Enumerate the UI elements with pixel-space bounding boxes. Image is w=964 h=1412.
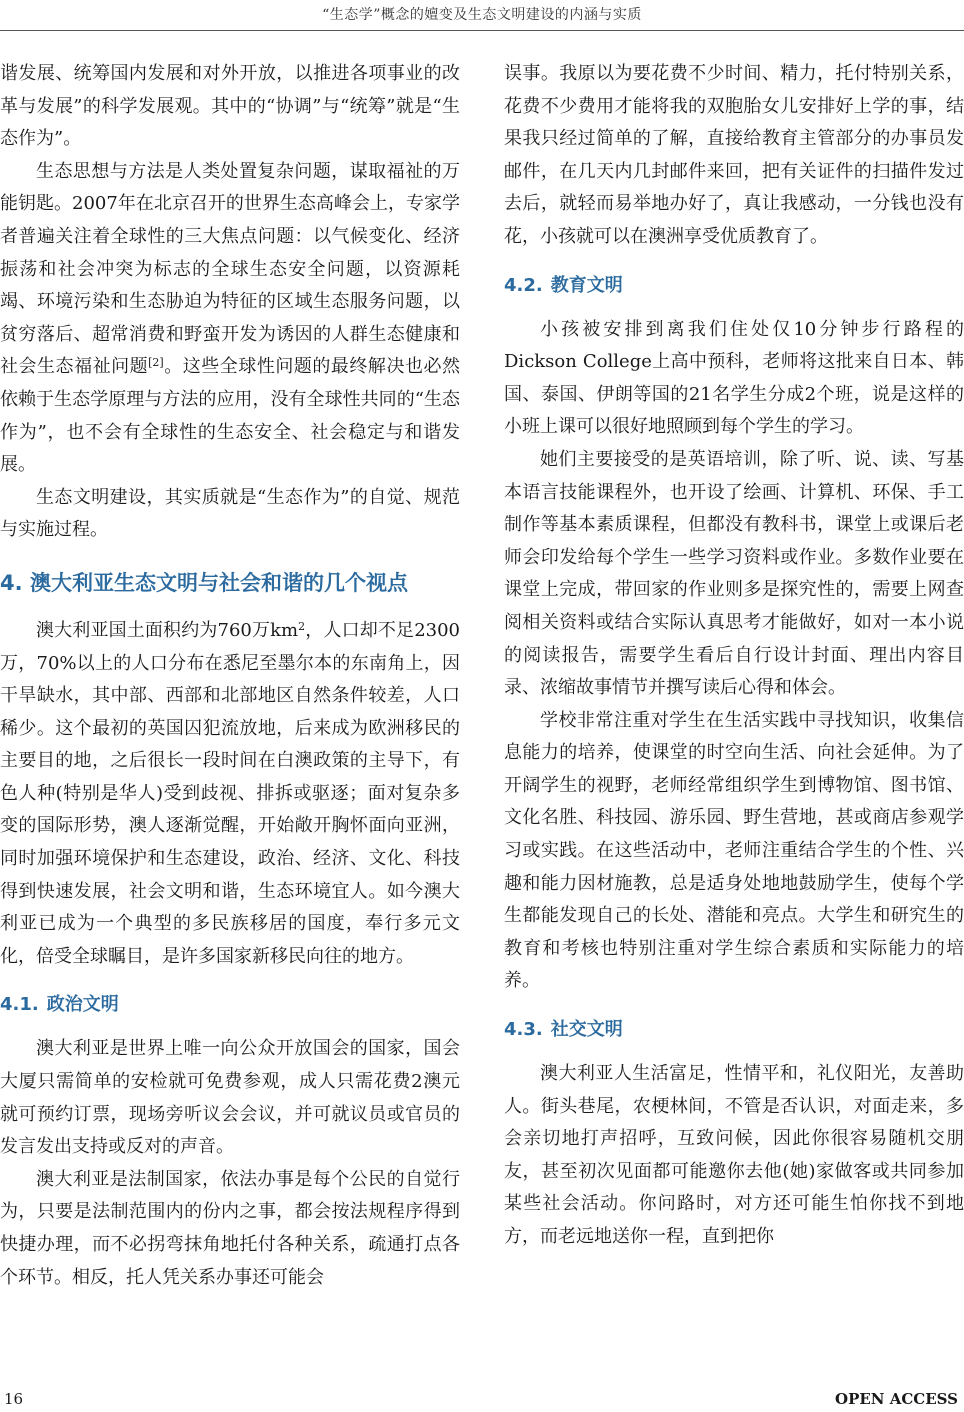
paragraph-text: 澳大利亚国土面积约为760万km: [36, 619, 299, 641]
paragraph: [0, 156, 460, 482]
section-number: 4.1.: [0, 994, 39, 1016]
paragraph: 澳大利亚是世界上唯一向公众开放国会的国家，国会大厦只需简单的安检就可免费参观，成人只需花费2澳元就可预约订票，现场旁听议会会议，并可就议员或官员的发言发出支持或反对的声音。: [0, 1038, 460, 1158]
header-rule: [0, 30, 964, 31]
paragraph: 澳大利亚是法制国家，依法办事是每个公民的自觉行为，只要是法制范围内的份内之事，都会按法规程序得到快捷办理，而不必拐弯抹角地托付各种关系，疏通打点各个环节。相反，托人凭关系办事还可能会: [0, 1168, 460, 1288]
paragraph-text: 。这些全球性问题的最终解决也必然依赖于生态学原理与方法的应用，没有全球性共同的“生态作为”，也不会有全球性的生态安全、社会稳定与和谐发展。: [0, 356, 461, 476]
section-title: 教育文明: [550, 274, 623, 296]
open-access-label: OPEN ACCESS: [835, 1390, 958, 1408]
paragraph-text: ，人口却不足2300万，70%以上的人口分布在悉尼至墨尔本的东南角上，因干旱缺水，其中部、西部和北部地区自然条件较差，人口稀少。这个最初的英国囚犯流放地，后来成为欧洲移民的主要目的地，之后很长一段时间在白澳政策的主导下，有色人种(特别是华人)受到歧视、排拆或驱逐；面对复杂多变的国际形势，澳人逐渐觉醒，开始敞开胸怀面向亚洲，同时加强环境保护和生态建设，政治、经济、文化、科技得到快速发展，社会文明和谐，生态环境宜人。如今澳大利亚已成为一个典型的多民族移居的国度，奉行多元文化，倍受全球瞩目，是许多国家新移民向往的地方。: [0, 619, 460, 967]
paragraph: [0, 615, 460, 974]
running-header: “生态学”概念的嬗变及生态文明建设的内涵与实质: [322, 7, 642, 23]
page-number: 16: [4, 1390, 24, 1408]
paragraph: 谐发展、统筹国内发展和对外开放，以推进各项事业的改革与发展”的科学发展观。其中的“协调”与“统筹”就是“生态作为”。: [0, 63, 460, 150]
section-number: 4.: [0, 570, 23, 595]
paragraph: 小孩被安排到离我们住处仅10分钟步行路程的Dickson College上高中预科，老师将这批来自日本、韩国、泰国、伊朗等国的21名学生分成2个班，说是这样的小班上课可以很好地照顾到每个学生的学习。: [504, 318, 964, 438]
left-column: [0, 58, 460, 1294]
paragraph: 澳大利亚人生活富足，性情平和，礼仪阳光，友善助人。街头巷尾，农梗林间，不管是否认识，对面走来，多会亲切地打声招呼，互致问候，因此你很容易随机交朋友，甚至初次见面都可能邀你去他(她)家做客或共同参加某些社会活动。你问路时，对方还可能生怕你找不到地方，而老远地送你一程，直到把你: [504, 1063, 964, 1247]
citation: [2]: [148, 356, 164, 370]
section-heading-4: [0, 567, 460, 599]
section-number: 4.2.: [504, 274, 543, 296]
superscript: 2: [298, 619, 306, 633]
section-title: 政治文明: [46, 994, 119, 1016]
paragraph: 误事。我原以为要花费不少时间、精力，托付特别关系，花费不少费用才能将我的双胞胎女儿安排好上学的事，结果我只经过简单的了解，直接给教育主管部分的办事员发邮件，在几天内几封邮件来回，把有关证件的扫描件发过去后，就轻而易举地办好了，真让我感动，一分钱也没有花，小孩就可以在澳洲享受优质教育了。: [504, 63, 964, 247]
paragraph: 学校非常注重对学生在生活实践中寻找知识，收集信息能力的培养，使课堂的时空向生活、向社会延伸。为了开阔学生的视野，老师经常组织学生到博物馆、图书馆、文化名胜、科技园、游乐园、野生营地，甚或商店参观学习或实践。在这些活动中，老师注重结合学生的个性、兴趣和能力因材施教，总是适身处地地鼓励学生，使每个学生都能发现自己的长处、潜能和亮点。大学生和研究生的教育和考核也特别注重对学生综合素质和实际能力的培养。: [504, 709, 964, 992]
paragraph: 她们主要接受的是英语培训，除了听、说、读、写基本语言技能课程外，也开设了绘画、计算机、环保、手工制作等基本素质课程，但都没有教科书，课堂上或课后老师会印发给每个学生一些学习资料或作业。多数作业要在课堂上完成，带回家的作业则多是探究性的，需要上网查阅相关资料或结合实际认真思考才能做好，如对一本小说的阅读报告，需要学生看后自行设计封面、理出内容目录、浓缩故事情节并撰写读后心得和体会。: [504, 448, 964, 699]
section-heading-4-2: [504, 272, 964, 300]
section-heading-4-1: [0, 991, 460, 1019]
section-title: 社交文明: [550, 1019, 623, 1041]
right-column: [504, 58, 964, 1254]
section-heading-4-3: [504, 1016, 964, 1044]
section-number: 4.3.: [504, 1019, 543, 1041]
section-title: 澳大利亚生态文明与社会和谐的几个视点: [30, 570, 408, 595]
paragraph: 生态文明建设，其实质就是“生态作为”的自觉、规范与实施过程。: [0, 486, 460, 541]
paragraph-text: 生态思想与方法是人类处置复杂问题，谋取福祉的万能钥匙。2007年在北京召开的世界生态高峰会上，专家学者普遍关注着全球性的三大焦点问题：以气候变化、经济振荡和社会冲突为标志的全球生态安全问题，以资源耗竭、环境污染和生态胁迫为特征的区域生态服务问题，以贫穷落后、超常消费和野蛮开发为诱因的人群生态健康和社会生态福祉问题: [0, 160, 460, 378]
